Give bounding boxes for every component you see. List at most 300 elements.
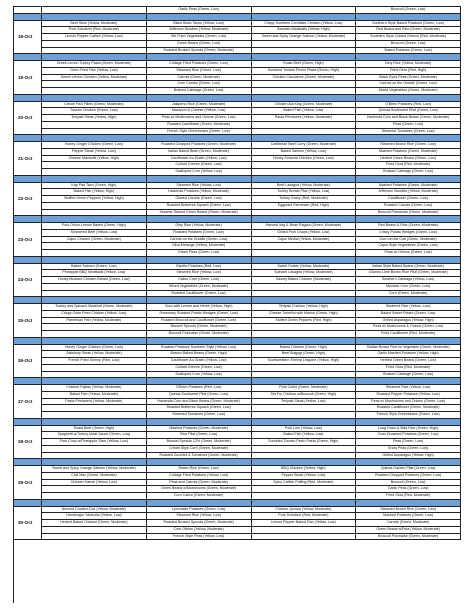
menu-cell: Mixed Vegetables (Green, Moderate) bbox=[356, 88, 461, 95]
menu-cell bbox=[42, 81, 147, 88]
separator-cell bbox=[146, 256, 251, 263]
menu-row bbox=[14, 263, 461, 270]
menu-cell: Collard Greens (Green, Low) bbox=[146, 364, 251, 371]
menu-row bbox=[14, 182, 461, 189]
menu-cell: Rosemary Roasted Potato Wedges (Green, Low) bbox=[146, 310, 251, 317]
separator-cell bbox=[14, 297, 42, 304]
day-separator bbox=[14, 94, 461, 101]
menu-cell: Mixed Vegetables (Green, Moderate) bbox=[146, 283, 251, 290]
date-cell bbox=[14, 7, 42, 14]
menu-cell: Carrots on the Griddle (Green, Low) bbox=[356, 81, 461, 88]
menu-cell: Roasted Brussel Sprouts (Green, Moderate) bbox=[146, 47, 251, 54]
menu-cell bbox=[251, 526, 356, 533]
menu-cell: Brussel Sprouts (Green, Moderate) bbox=[146, 324, 251, 331]
separator-cell bbox=[14, 94, 42, 101]
separator-cell bbox=[146, 13, 251, 20]
menu-cell bbox=[42, 405, 147, 412]
menu-cell: Cauliflower (Green, Low) bbox=[356, 196, 461, 203]
menu-cell: Spaghetti w/Turkey Meat Sauce (Green, Low) bbox=[42, 432, 147, 439]
menu-cell: Peas w/ Mushrooms and Onions (Green, Low) bbox=[356, 398, 461, 405]
menu-cell: Risotto Potatoes (Red, Low) bbox=[146, 263, 251, 270]
menu-row bbox=[14, 445, 461, 452]
menu-cell: Chicken Ala King (Green, Moderate) bbox=[251, 101, 356, 108]
day-separator bbox=[14, 459, 461, 466]
menu-cell: Roasted Carrots (Green, Low) bbox=[356, 202, 461, 209]
menu-cell: Steamed Rice (Yellow, Low) bbox=[146, 270, 251, 277]
menu-cell bbox=[251, 324, 356, 331]
menu-cell: Peas (Green, Low) bbox=[356, 439, 461, 446]
menu-row bbox=[14, 250, 461, 257]
menu-row bbox=[14, 466, 461, 473]
menu-cell: Chicken Cacciatore (Green, Moderate) bbox=[251, 74, 356, 81]
menu-cell: Stuffed Green Peppers (Red, High) bbox=[251, 317, 356, 324]
separator-cell bbox=[251, 297, 356, 304]
menu-row bbox=[14, 61, 461, 68]
menu-cell bbox=[251, 486, 356, 493]
menu-row bbox=[14, 425, 461, 432]
menu-cell: Almond Crusted Cod (Yellow, Moderate) bbox=[42, 506, 147, 513]
menu-cell bbox=[42, 202, 147, 209]
separator-cell bbox=[146, 337, 251, 344]
menu-cell: Pepper Steak (Yellow, Low) bbox=[42, 148, 147, 155]
menu-cell: Mashed Potatoes (Green, Low) bbox=[356, 513, 461, 520]
separator-cell bbox=[42, 13, 147, 20]
menu-cell: Brown Rice (Green, Low) bbox=[146, 466, 251, 473]
menu-cell bbox=[251, 493, 356, 500]
menu-row bbox=[14, 344, 461, 351]
separator-cell bbox=[42, 54, 147, 61]
menu-cell: Pork Loin (Yellow, Low) bbox=[251, 425, 356, 432]
date-cell: 18-Oct bbox=[14, 20, 42, 54]
separator-cell bbox=[42, 378, 147, 385]
menu-row bbox=[14, 371, 461, 378]
menu-cell: Salisbury Steak (Yellow, Moderate) bbox=[42, 351, 147, 358]
menu-cell: Roasted Chopped Potatoes (Green, Low) bbox=[356, 472, 461, 479]
menu-cell: Steamed Rice (Yellow, Low) bbox=[146, 182, 251, 189]
menu-cell: Italian Style Baked Beans (Green, Moderate) bbox=[356, 263, 461, 270]
menu-cell: Southern Style Baked Potatoes (Green, Low) bbox=[356, 20, 461, 27]
menu-cell: Stir Fry Chicken w/Broccoli (Green, High) bbox=[251, 391, 356, 398]
separator-cell bbox=[42, 499, 147, 506]
menu-row bbox=[14, 486, 461, 493]
menu-cell bbox=[251, 7, 356, 14]
menu-cell: Steamed Brown Rice (Green, Low) bbox=[356, 142, 461, 149]
menu-cell: French Fried Shrimp (Red, Low) bbox=[42, 358, 147, 365]
menu-cell: Sundried Tomato Penne Pasta (Green, High) bbox=[251, 67, 356, 74]
menu-row bbox=[14, 506, 461, 513]
date-cell: 29-Oct bbox=[14, 466, 42, 500]
menu-cell: Cilantro Lime Brown Rice Pilaf (Green, Moderate) bbox=[356, 270, 461, 277]
menu-cell: Roasted Pepper Potatoes (Yellow, Low) bbox=[356, 391, 461, 398]
menu-cell: Beef Lasagna (Yellow, Moderate) bbox=[251, 182, 356, 189]
menu-cell: Lemon Pepper Baked Fish (Yellow, Low) bbox=[251, 520, 356, 527]
menu-cell: Herbed Baked Chicken (Green, Moderate) bbox=[42, 520, 147, 527]
menu-cell: Oven Browned Potatoes (Green, Low) bbox=[356, 432, 461, 439]
separator-cell bbox=[14, 135, 42, 142]
menu-cell: Glazed Carrots (Green, Low) bbox=[146, 196, 251, 203]
menu-cell: Brussel Sprouts 12% (Green, Moderate) bbox=[146, 439, 251, 446]
menu-cell bbox=[42, 88, 147, 95]
menu-cell: Hacienda Corn and Black Beans (Green, Moderate) bbox=[146, 398, 251, 405]
menu-cell: Cottage Fried Potatoes (Yellow, Low) bbox=[146, 472, 251, 479]
menu-cell: O'Brien Potatoes (Red, Low) bbox=[356, 101, 461, 108]
menu-cell: Cajun Chicken (Green, Moderate) bbox=[42, 236, 147, 243]
menu-cell: Green Beans w/Feta (Yellow, Moderate) bbox=[356, 526, 461, 533]
separator-cell bbox=[146, 297, 251, 304]
menu-cell: Corn Obrien (Yellow, Moderate) bbox=[146, 526, 251, 533]
menu-cell: Italian Baked Bean (Green, Moderate) bbox=[146, 148, 251, 155]
menu-row bbox=[14, 20, 461, 27]
menu-cell: Chicken Fajitas (Yellow, Moderate) bbox=[42, 385, 147, 392]
menu-cell: Jefferson Noodles (Yellow, Moderate) bbox=[146, 27, 251, 34]
menu-row bbox=[14, 452, 461, 459]
menu-row bbox=[14, 196, 461, 203]
menu-cell: Baked Fish (Yellow, Moderate) bbox=[42, 391, 147, 398]
menu-cell: Steamed Tomatoes (Green, Low) bbox=[146, 412, 251, 419]
menu-cell bbox=[251, 445, 356, 452]
menu-cell: Carrots (Green, Moderate) bbox=[356, 520, 461, 527]
separator-cell bbox=[356, 459, 461, 466]
menu-cell: Pineapple BBQ Meatballs (Yellow, Low) bbox=[42, 270, 147, 277]
menu-cell: Broccoli (Green, Low) bbox=[356, 7, 461, 14]
menu-cell: Roasted Zucchini & Tomatoes (Green, Moderate) bbox=[146, 452, 251, 459]
menu-cell: Steamed Rice (Yellow, Low) bbox=[146, 513, 251, 520]
menu-cell bbox=[251, 40, 356, 47]
menu-table bbox=[13, 6, 461, 540]
menu-cell: Baked Fish (Yellow, Low) bbox=[251, 108, 356, 115]
menu-cell: Hacienda Potatoes (Yellow, Moderate) bbox=[146, 189, 251, 196]
menu-cell: Broccoli Polonaise (Green, Moderate) bbox=[356, 533, 461, 540]
menu-cell: Roasted Butternut Squash (Green, Low) bbox=[146, 202, 251, 209]
menu-row bbox=[14, 520, 461, 527]
menu-row bbox=[14, 405, 461, 412]
menu-cell: Cajun Style Vegetables (Green, Low) bbox=[356, 243, 461, 250]
menu-cell: Green Beans (Green, Low) bbox=[146, 40, 251, 47]
menu-cell: Stir Fried Vegetables (Green, Low) bbox=[146, 34, 251, 41]
menu-cell bbox=[251, 290, 356, 297]
menu-cell: Broccoli (Green, Low) bbox=[356, 40, 461, 47]
menu-cell: Long Grain & Wild Rice (Green, High) bbox=[356, 425, 461, 432]
menu-row bbox=[14, 283, 461, 290]
separator-cell bbox=[42, 459, 147, 466]
menu-cell: French Style Peas (Yellow, Low) bbox=[146, 533, 251, 540]
menu-cell: Honey Ginger Chicken (Green, Low) bbox=[42, 142, 147, 149]
separator-cell bbox=[14, 418, 42, 425]
day-separator bbox=[14, 297, 461, 304]
menu-cell: Braised Cabbage (Green, Low) bbox=[356, 371, 461, 378]
menu-cell: Pasta Primavera (Yellow, Moderate) bbox=[251, 115, 356, 122]
menu-cell: Turkey Gravy (Red, Moderate) bbox=[251, 196, 356, 203]
menu-row bbox=[14, 526, 461, 533]
menu-row bbox=[14, 7, 461, 14]
menu-row bbox=[14, 229, 461, 236]
menu-row bbox=[14, 67, 461, 74]
menu-cell: Green Peas (Green, Low) bbox=[146, 250, 251, 257]
separator-cell bbox=[356, 54, 461, 61]
menu-cell: Fried Okra (Red, High) bbox=[356, 67, 461, 74]
menu-cell: Hacienda Corn and Black Beans (Green, Moderate) bbox=[356, 115, 461, 122]
date-cell: 21-Oct bbox=[14, 142, 42, 176]
menu-cell: Fried Okra (Red, Moderate) bbox=[356, 364, 461, 371]
menu-row bbox=[14, 115, 461, 122]
menu-cell bbox=[42, 162, 147, 169]
separator-cell bbox=[14, 378, 42, 385]
menu-cell: Cheese Tortellini with Marina (Green, High) bbox=[251, 310, 356, 317]
menu-row bbox=[14, 155, 461, 162]
separator-cell bbox=[356, 256, 461, 263]
menu-cell: Pork Chop w/Pineapple Slaw (Yellow, Low) bbox=[42, 439, 147, 446]
date-cell: 30-Oct bbox=[14, 506, 42, 540]
separator-cell bbox=[251, 94, 356, 101]
day-separator bbox=[14, 378, 461, 385]
separator-cell bbox=[251, 256, 356, 263]
menu-row bbox=[14, 27, 461, 34]
separator-cell bbox=[14, 459, 42, 466]
menu-cell: Herbed Green Beans (Green, Low) bbox=[356, 155, 461, 162]
menu-cell: Crispy Oven Fried Chicken (Yellow, Low) bbox=[42, 310, 147, 317]
menu-cell: Tuscan Chicken (Green, Low) bbox=[42, 108, 147, 115]
menu-cell bbox=[42, 324, 147, 331]
menu-cell: Roasted Cauliflower (Green, Moderate) bbox=[356, 405, 461, 412]
menu-row bbox=[14, 74, 461, 81]
menu-cell: Jalapeno Rice (Green, Moderate) bbox=[146, 101, 251, 108]
menu-cell: Okra Melange (Yellow, Moderate) bbox=[146, 243, 251, 250]
separator-cell bbox=[356, 378, 461, 385]
menu-cell: Dirty Rice (Yellow, Moderate) bbox=[146, 223, 251, 230]
menu-cell: Quinoa Southwest Pilaf (Green, Low) bbox=[146, 391, 251, 398]
menu-cell: Black Bean Tacos (Yellow, Low) bbox=[146, 20, 251, 27]
day-separator bbox=[14, 135, 461, 142]
menu-cell: Lemon Pepper Catfish (Yellow, Low) bbox=[42, 34, 147, 41]
menu-cell: French Style Greenbeans (Green, Low) bbox=[146, 128, 251, 135]
menu-cell: Hamburger Yakisoba (Yellow, Low) bbox=[42, 513, 147, 520]
menu-row bbox=[14, 472, 461, 479]
day-separator bbox=[14, 337, 461, 344]
menu-row bbox=[14, 209, 461, 216]
menu-row bbox=[14, 189, 461, 196]
menu-cell: Baked Salmon (Yellow, Low) bbox=[251, 148, 356, 155]
menu-cell: Baked Chicken (Green, High) bbox=[251, 344, 356, 351]
separator-cell bbox=[42, 337, 147, 344]
menu-cell: Red Beans and Rice (Green, Moderate) bbox=[356, 27, 461, 34]
date-cell: 24-Oct bbox=[14, 263, 42, 297]
menu-cell: Boston Baked Beans (Green, High) bbox=[146, 351, 251, 358]
menu-cell: Turkey and Spinach Meatloaf (Green, Moderate) bbox=[42, 304, 147, 311]
menu-cell: Honey Mustard Chicken Breast (Green, Low) bbox=[42, 277, 147, 284]
menu-row bbox=[14, 128, 461, 135]
menu-cell: Roasted Butternut Squash (Green, Low) bbox=[146, 405, 251, 412]
menu-cell: Fried Okra (Red, Moderate) bbox=[356, 493, 461, 500]
separator-cell bbox=[356, 418, 461, 425]
separator-cell bbox=[146, 378, 251, 385]
menu-row bbox=[14, 385, 461, 392]
menu-cell: Steamed Rice (Yellow, Low) bbox=[356, 385, 461, 392]
menu-cell bbox=[42, 250, 147, 257]
menu-cell: Chicken Kabob (Yellow, Low) bbox=[42, 479, 147, 486]
menu-cell: Cauliflower Au Gratin (Yellow, Low) bbox=[146, 155, 251, 162]
separator-cell bbox=[251, 459, 356, 466]
date-cell: 22-Oct bbox=[14, 182, 42, 216]
separator-cell bbox=[14, 256, 42, 263]
menu-row bbox=[14, 304, 461, 311]
separator-cell bbox=[14, 13, 42, 20]
menu-row bbox=[14, 34, 461, 41]
menu-cell: Chicken Quinoa (Yellow, Moderate) bbox=[251, 506, 356, 513]
menu-cell: Roasted Potatoes Southern Style (Yellow, Low) bbox=[146, 344, 251, 351]
menu-cell bbox=[251, 250, 356, 257]
separator-cell bbox=[251, 499, 356, 506]
day-separator bbox=[14, 499, 461, 506]
date-cell: 26-Oct bbox=[14, 344, 42, 378]
menu-row bbox=[14, 169, 461, 176]
menu-cell: Scalloped Corn (Yellow, Low) bbox=[146, 371, 251, 378]
menu-cell: Peas w/ Onions (Green, Low) bbox=[356, 250, 461, 257]
menu-cell: Pork Schnitzel (Red, Moderate) bbox=[42, 27, 147, 34]
menu-cell bbox=[251, 47, 356, 54]
separator-cell bbox=[356, 175, 461, 182]
separator-cell bbox=[14, 175, 42, 182]
menu-cell: Quinoa Southwest Pilaf (Green, Low) bbox=[356, 108, 461, 115]
day-separator bbox=[14, 418, 461, 425]
menu-cell bbox=[251, 371, 356, 378]
menu-row bbox=[14, 88, 461, 95]
menu-cell: Beef Stew (Yellow, Moderate) bbox=[42, 20, 147, 27]
menu-cell: Parmesan Fish (Yellow, Moderate) bbox=[42, 317, 147, 324]
separator-cell bbox=[146, 459, 251, 466]
separator-cell bbox=[251, 418, 356, 425]
date-cell: 25-Oct bbox=[14, 304, 42, 338]
menu-row bbox=[14, 412, 461, 419]
menu-row bbox=[14, 439, 461, 446]
menu-row bbox=[14, 162, 461, 169]
separator-cell bbox=[146, 175, 251, 182]
menu-row bbox=[14, 101, 461, 108]
menu-cell: Steamed Rice (Yellow, Low) bbox=[356, 304, 461, 311]
menu-cell: Honey Sriracha Chicken (Green, Low) bbox=[251, 155, 356, 162]
menu-cell: Roasted Brussel Sprouts (Green, Moderate) bbox=[146, 520, 251, 527]
separator-cell bbox=[356, 94, 461, 101]
menu-cell: Carrots on the Griddle (Green, Low) bbox=[146, 236, 251, 243]
menu-cell bbox=[251, 169, 356, 176]
menu-row bbox=[14, 202, 461, 209]
menu-cell bbox=[42, 526, 147, 533]
menu-row bbox=[14, 351, 461, 358]
menu-cell: Black Eyed Peas (Green, Moderate) bbox=[356, 74, 461, 81]
menu-cell: Mashed Potatoes (Green, Moderate) bbox=[356, 148, 461, 155]
separator-cell bbox=[42, 94, 147, 101]
menu-cell: Beef Bulgogi (Green, High) bbox=[251, 351, 356, 358]
menu-row bbox=[14, 81, 461, 88]
date-cell: 28-Oct bbox=[14, 425, 42, 459]
separator-cell bbox=[42, 135, 147, 142]
menu-cell: Peas (Green, Low) bbox=[356, 121, 461, 128]
menu-cell bbox=[42, 7, 147, 14]
menu-cell: Crispy Southern Cornflake Chicken (Yellow, Low) bbox=[251, 20, 356, 27]
menu-cell bbox=[251, 81, 356, 88]
menu-cell bbox=[251, 412, 356, 419]
menu-cell: Pork Cutlet (Green, Moderate) bbox=[251, 385, 356, 392]
separator-cell bbox=[356, 499, 461, 506]
menu-row bbox=[14, 243, 461, 250]
menu-cell: Swedish Meatballs (Yellow, High) bbox=[251, 27, 356, 34]
menu-cell: Red Beans & Rice (Green, Moderate) bbox=[356, 223, 461, 230]
menu-cell bbox=[251, 533, 356, 540]
menu-cell bbox=[251, 88, 356, 95]
menu-row bbox=[14, 277, 461, 284]
menu-cell: Simmered Beef (Yellow, Low) bbox=[42, 229, 147, 236]
separator-cell bbox=[146, 54, 251, 61]
menu-cell: Grilled Asparagus (Yellow, High) bbox=[356, 452, 461, 459]
menu-body bbox=[14, 7, 461, 540]
separator-cell bbox=[42, 175, 147, 182]
menu-cell: Cauliflower Au Gratin (Yellow, Low) bbox=[146, 358, 251, 365]
menu-cell bbox=[251, 331, 356, 338]
menu-cell: Crispy Potato Wedges (Green, Low) bbox=[356, 229, 461, 236]
menu-row bbox=[14, 148, 461, 155]
date-cell: 20-Oct bbox=[14, 101, 42, 135]
menu-cell: Spicy Catfish Puffing (Red, Moderate) bbox=[251, 479, 356, 486]
menu-cell: Cottage Fried Potatoes (Green, Low) bbox=[146, 61, 251, 68]
menu-cell bbox=[42, 40, 147, 47]
separator-cell bbox=[42, 418, 147, 425]
day-separator bbox=[14, 216, 461, 223]
separator-cell bbox=[14, 216, 42, 223]
menu-cell: Teriyaki Steak (Yellow, Low) bbox=[251, 398, 356, 405]
separator-cell bbox=[251, 54, 356, 61]
menu-row bbox=[14, 533, 461, 540]
menu-cell bbox=[251, 364, 356, 371]
menu-row bbox=[14, 398, 461, 405]
menu-cell: Oven Fried Fish (Yellow, Low) bbox=[42, 67, 147, 74]
menu-cell: Greek Lemon Turkey Pasta (Green, Moderate) bbox=[42, 61, 147, 68]
menu-cell: O'Brien Potatoes (Red, Low) bbox=[146, 385, 251, 392]
menu-cell bbox=[42, 364, 147, 371]
separator-cell bbox=[356, 135, 461, 142]
separator-cell bbox=[251, 13, 356, 20]
menu-cell: Roasted Potatoes (Green, Low) bbox=[146, 229, 251, 236]
menu-row bbox=[14, 432, 461, 439]
menu-cell: Baked Salmon (Green, Low) bbox=[42, 263, 147, 270]
menu-row bbox=[14, 513, 461, 520]
day-separator bbox=[14, 13, 461, 20]
separator-cell bbox=[146, 216, 251, 223]
menu-cell: Roast Beef (Green, High) bbox=[42, 425, 147, 432]
menu-cell: Roasted Broccoli and Cauliflower (Green, Low) bbox=[146, 317, 251, 324]
menu-cell: Snow Peas (Green, Low) bbox=[356, 445, 461, 452]
menu-cell bbox=[42, 331, 147, 338]
menu-cell: Pasta Primavera (Yellow, Moderate) bbox=[42, 398, 147, 405]
menu-cell: Broccoli Parmesan (Green, Moderate) bbox=[356, 209, 461, 216]
menu-cell: Cheese Manicotti (Yellow, High) bbox=[42, 155, 147, 162]
menu-cell: Creole Fish Fillets (Green, Moderate) bbox=[42, 101, 147, 108]
menu-cell: Honey Ginger Chicken (Green, Low) bbox=[42, 344, 147, 351]
menu-cell: Teriyaki Chicken (Yellow, High) bbox=[251, 304, 356, 311]
menu-cell bbox=[42, 121, 147, 128]
menu-cell: Roast Beef (Green, High) bbox=[251, 61, 356, 68]
menu-cell: BBQ Chicken (Yellow, High) bbox=[251, 466, 356, 473]
menu-cell: Scalloped Corn (Yellow, Low) bbox=[146, 169, 251, 176]
menu-row bbox=[14, 142, 461, 149]
menu-cell: Baked Potatoes (Green, Low) bbox=[356, 47, 461, 54]
menu-row bbox=[14, 121, 461, 128]
menu-cell: Pepper Steak (Yellow, Low) bbox=[251, 472, 356, 479]
menu-cell: Jefferson Noodles (Yellow, Moderate) bbox=[356, 189, 461, 196]
menu-cell: Pork Onion Lemon Baked (Green, High) bbox=[42, 223, 147, 230]
separator-cell bbox=[146, 499, 251, 506]
menu-row bbox=[14, 47, 461, 54]
menu-cell: Sweet and Spicy Orange Salmon (Yellow, Moderate) bbox=[251, 34, 356, 41]
menu-cell: Harvest Veg & Bean Ragout (Green, Moderate) bbox=[251, 223, 356, 230]
